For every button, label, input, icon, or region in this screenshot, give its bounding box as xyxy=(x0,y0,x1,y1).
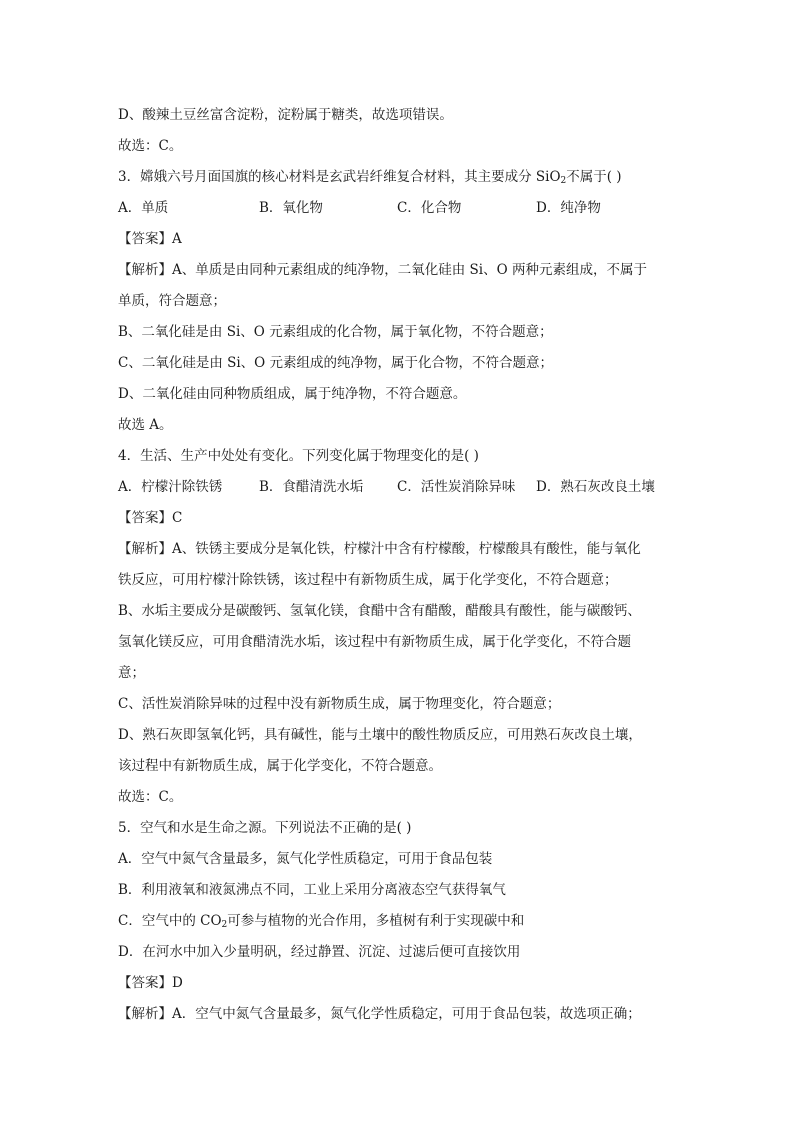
question-5-stem: 5．空气和水是生命之源。下列说法不正确的是( ) xyxy=(118,820,412,836)
explanation-line: 氢氧化镁反应，可用食醋清洗水垢，该过程中有新物质生成，属于化学变化，不符合题 xyxy=(118,634,631,650)
option-d: D．纯净物 xyxy=(536,200,601,216)
explanation-line: 【解析】A、铁锈主要成分是氧化铁，柠檬汁中含有柠檬酸，柠檬酸具有酸性，能与氧化 xyxy=(118,541,641,557)
explanation-line: D、熟石灰即氢氧化钙，具有碱性，能与土壤中的酸性物质反应，可用熟石灰改良土壤， xyxy=(118,727,642,743)
option-a: A．空气中氮气含量最多，氮气化学性质稳定，可用于食品包装 xyxy=(118,851,493,867)
explanation-line: 【解析】A、单质是由同种元素组成的纯净物，二氧化硅由 Si、O 两种元素组成，不属于 xyxy=(118,262,647,278)
subscript: 2 xyxy=(560,176,567,186)
question-3-options xyxy=(118,193,678,224)
subscript: 2 xyxy=(221,920,228,930)
explanation-line: B、二氧化硅是由 Si、O 元素组成的化合物，属于氧化物，不符合题意； xyxy=(118,324,553,340)
document-body xyxy=(118,100,678,1030)
option-c: C．活性炭消除异味 xyxy=(397,479,516,495)
explanation-line: 【解析】A．空气中氮气含量最多，氮气化学性质稳定，可用于食品包装，故选项正确； xyxy=(118,1006,641,1022)
conclusion-line: 故选 A。 xyxy=(118,417,173,433)
question-3-stem xyxy=(118,162,678,193)
explanation-line: C、活性炭消除异味的过程中没有新物质生成，属于物理变化，符合题意； xyxy=(118,696,561,712)
option-a: A．单质 xyxy=(118,200,169,216)
question-5-answer: 【答案】D xyxy=(118,975,183,991)
explanation-line: D、二氧化硅由同种物质组成，属于纯净物，不符合题意。 xyxy=(118,386,467,402)
question-4-stem: 4．生活、生产中处处有变化。下列变化属于物理变化的是( ) xyxy=(118,448,479,464)
text-line: D、酸辣土豆丝富含淀粉，淀粉属于糖类，故选项错误。 xyxy=(118,107,453,123)
question-3-answer: 【答案】A xyxy=(118,231,182,247)
option-d: D．熟石灰改良土壤 xyxy=(536,479,655,495)
question-4-answer: 【答案】C xyxy=(118,510,183,526)
explanation-line: 铁反应，可用柠檬汁除铁锈，该过程中有新物质生成，属于化学变化，不符合题意； xyxy=(118,572,618,588)
option-c: C．化合物 xyxy=(397,200,462,216)
question-3-text: 3．嫦娥六号月面国旗的核心材料是玄武岩纤维复合材料，其主要成分 SiO xyxy=(118,169,561,185)
explanation-line: 该过程中有新物质生成，属于化学变化，不符合题意。 xyxy=(118,758,442,774)
explanation-line: 单质，符合题意； xyxy=(118,293,226,309)
conclusion-line: 故选：C。 xyxy=(118,789,183,805)
question-4-options xyxy=(118,472,678,503)
conclusion-line: 故选：C。 xyxy=(118,138,183,154)
option-b: B．利用液氧和液氮沸点不同，工业上采用分离液态空气获得氧气 xyxy=(118,882,506,898)
option-b: B．食醋清洗水垢 xyxy=(259,479,364,495)
explanation-line: 意； xyxy=(118,665,145,681)
question-3-text-end: 不属于( ) xyxy=(566,169,622,185)
option-d: D．在河水中加入少量明矾，经过静置、沉淀、过滤后便可直接饮用 xyxy=(118,944,521,960)
explanation-line: C、二氧化硅是由 Si、O 元素组成的纯净物，属于化合物，不符合题意； xyxy=(118,355,554,371)
option-c-text: C．空气中的 CO xyxy=(118,913,222,929)
option-a: A．柠檬汁除铁锈 xyxy=(118,479,223,495)
option-b: B．氧化物 xyxy=(259,200,323,216)
option-c xyxy=(118,906,678,937)
explanation-line: B、水垢主要成分是碳酸钙、氢氧化镁，食醋中含有醋酸，醋酸具有酸性，能与碳酸钙、 xyxy=(118,603,641,619)
option-c-text-end: 可参与植物的光合作用，多植树有利于实现碳中和 xyxy=(227,913,525,929)
